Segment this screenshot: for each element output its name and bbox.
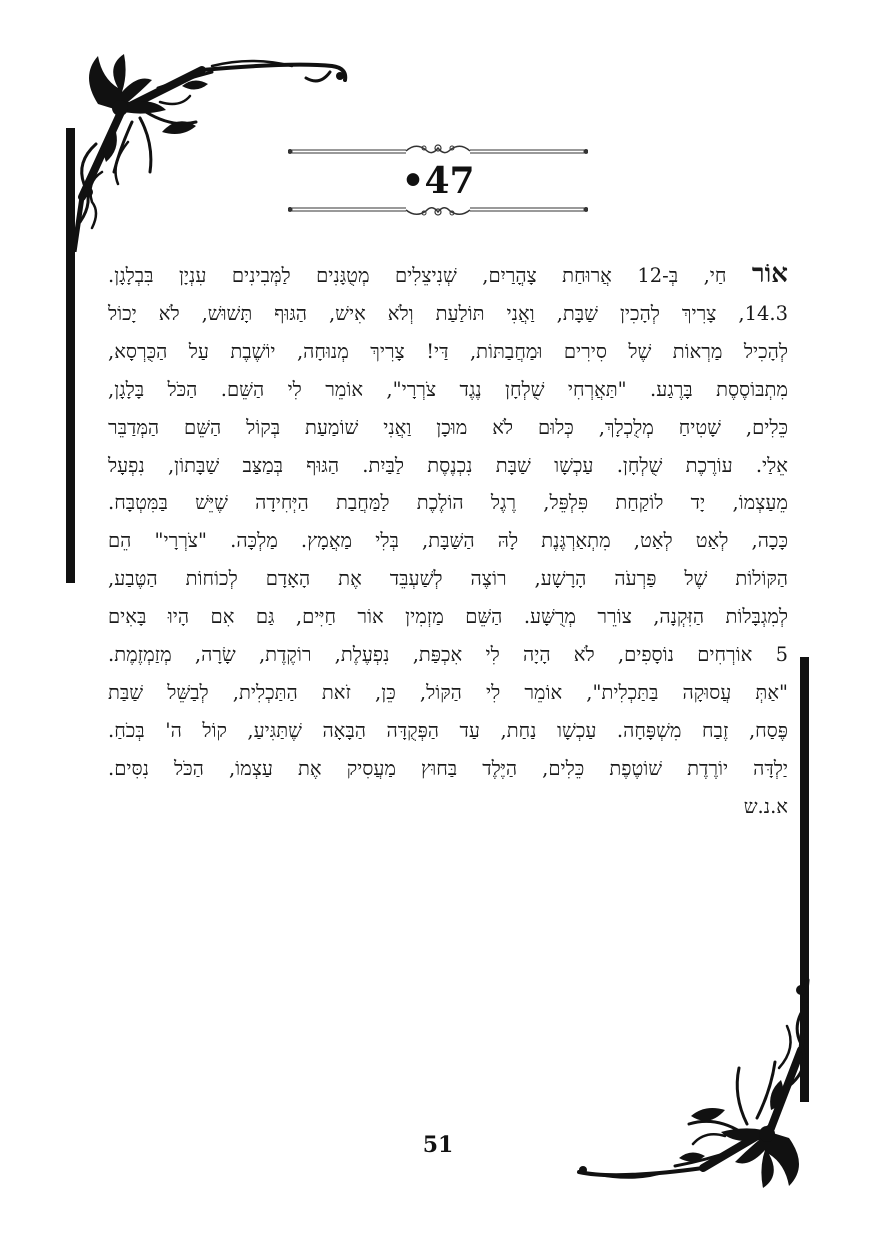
text-line-4: מִתְבּוֹסֶסֶת בָּרֶגַע. "תַּאֲרְחִי שֻׁלְחָן נֶגֶד צֹרְרָי", אוֹמֵר לִי הַשֵּׁם. הַכֹּל בָּלָגָן, — [108, 377, 788, 401]
text-line-7: מֵעַצְמוֹ, יָד לוֹקַחַת פִּלְפֵּל, רֶגֶל הוֹלֶכֶת לַמַּחֲבַת הַיְּחִידָה שֶׁיֵּשׁ בַּמִּטְבָּח. — [108, 491, 788, 515]
text-line-8: כָּכָה, לְאַט לְאַט, מִתְאַרְגֶּנֶת לָהּ הַשַּׁבָּת, בְּלִי מַאֲמָץ. מַלְכָּה. "צֹרְרָי" הֵם — [108, 529, 788, 553]
story-text — [108, 256, 788, 826]
author-signature: א.נ.ש — [743, 794, 788, 818]
text-line-3: לְהָכִיל מַרְאוֹת שֶׁל סִירִים וּמַחֲבַתּוֹת, דַּי! צָרִיךְ מְנוּחָה, יוֹשֶׁבֶת עַל הַכֻּרְסָא, — [108, 339, 788, 363]
text-line-13: פֶּסַח, זֶבַח מִשְׁפָּחָה. עַכְשָׁו נַחַת, עַד הַפְּקֻדָּה הַבָּאָה שֶׁתַּגִּיעַ, קוֹל ה' בְּכֹחַ. — [108, 718, 788, 742]
text-line-1: אוֹר חַי, בְּ-12 אֲרוּחַת צָהֳרַיִם, שְׁנִיצֵלִים מְטֻגָּנִים לַמְּבִינִים עִנְיָן בִּבְלָגָן. — [108, 259, 788, 289]
corner-ornament-bottom-right — [575, 960, 815, 1190]
text-line-10: לְמִגְבָּלוֹת הַזִּקְנָה, צוֹרֵר מְרֻשָּׁע. הַשֵּׁם מַזְמִין אוֹר חַיִּים, גַּם אִם הָיוּ בָּאִים — [108, 605, 788, 629]
text-line-12: "אַתְּ עֲסוּקָה בַּתַּכְלִית", אוֹמֵר לִי הַקּוֹל, כֵּן, זֹאת הַתַּכְלִית, לְבַשֵּׁל שַׁבַּת — [108, 680, 788, 704]
text-line-11: 5 אוֹרְחִים נוֹסָפִים, לֹא הָיָה לִי אִכְפַּת, נִפְעֶלֶת, רוֹקֶדֶת, שָׂרָה, מְזַמְזֶמֶת. — [108, 643, 788, 667]
text-line-14: יַלְדָּה יוֹרֶדֶת שׁוֹטֶפֶת כֵּלִים, הַיֶּלֶד בַּחוּץ מַעֲסִיק אֶת עַצְמוֹ, הַכֹּל נִסִּים. — [108, 756, 788, 780]
text-line-2: 14.3, צָרִיךְ לְהָכִין שַׁבָּת, וַאֲנִי תּוֹלַעַת וְלֹא אִישׁ, הַגּוּף תָּשׁוּשׁ, לֹא יָכוֹל — [108, 301, 788, 325]
header-ornament-bottom — [288, 202, 588, 220]
page-number: 51 — [422, 1132, 454, 1158]
left-border-bar — [66, 128, 75, 583]
story-number-bullet: • — [401, 160, 425, 202]
text-line-6: אֵלַי. עוֹרֶכֶת שֻׁלְחָן. עַכְשָׁו שַׁבָּת נִכְנֶסֶת לַבַּיִת. הַגּוּף בְּמַצַּב שַׁבָּתוֹן, נִפְעָל — [108, 453, 788, 477]
text-line-5: כֵּלִים, שָׁטִיחַ מְלֻכְלָךְ, כְּלוּם לֹא מוּכָן וַאֲנִי שׁוֹמַעַת בְּקוֹל הַשֵּׁם הַמְּדַבֵּר — [108, 415, 788, 439]
story-number — [388, 158, 488, 204]
story-number-value: 47 — [424, 160, 475, 202]
lead-word: אוֹר — [751, 259, 788, 289]
text-line-9: הַקּוֹלוֹת שֶׁל פַּרְעֹה הָרָשָׁע, רוֹצֶה לְשַׁעְבֵּד אֶת הָאָדָם לְכוֹחוֹת הַטֶּבַע, — [108, 567, 788, 591]
header-ornament-top — [288, 140, 588, 158]
